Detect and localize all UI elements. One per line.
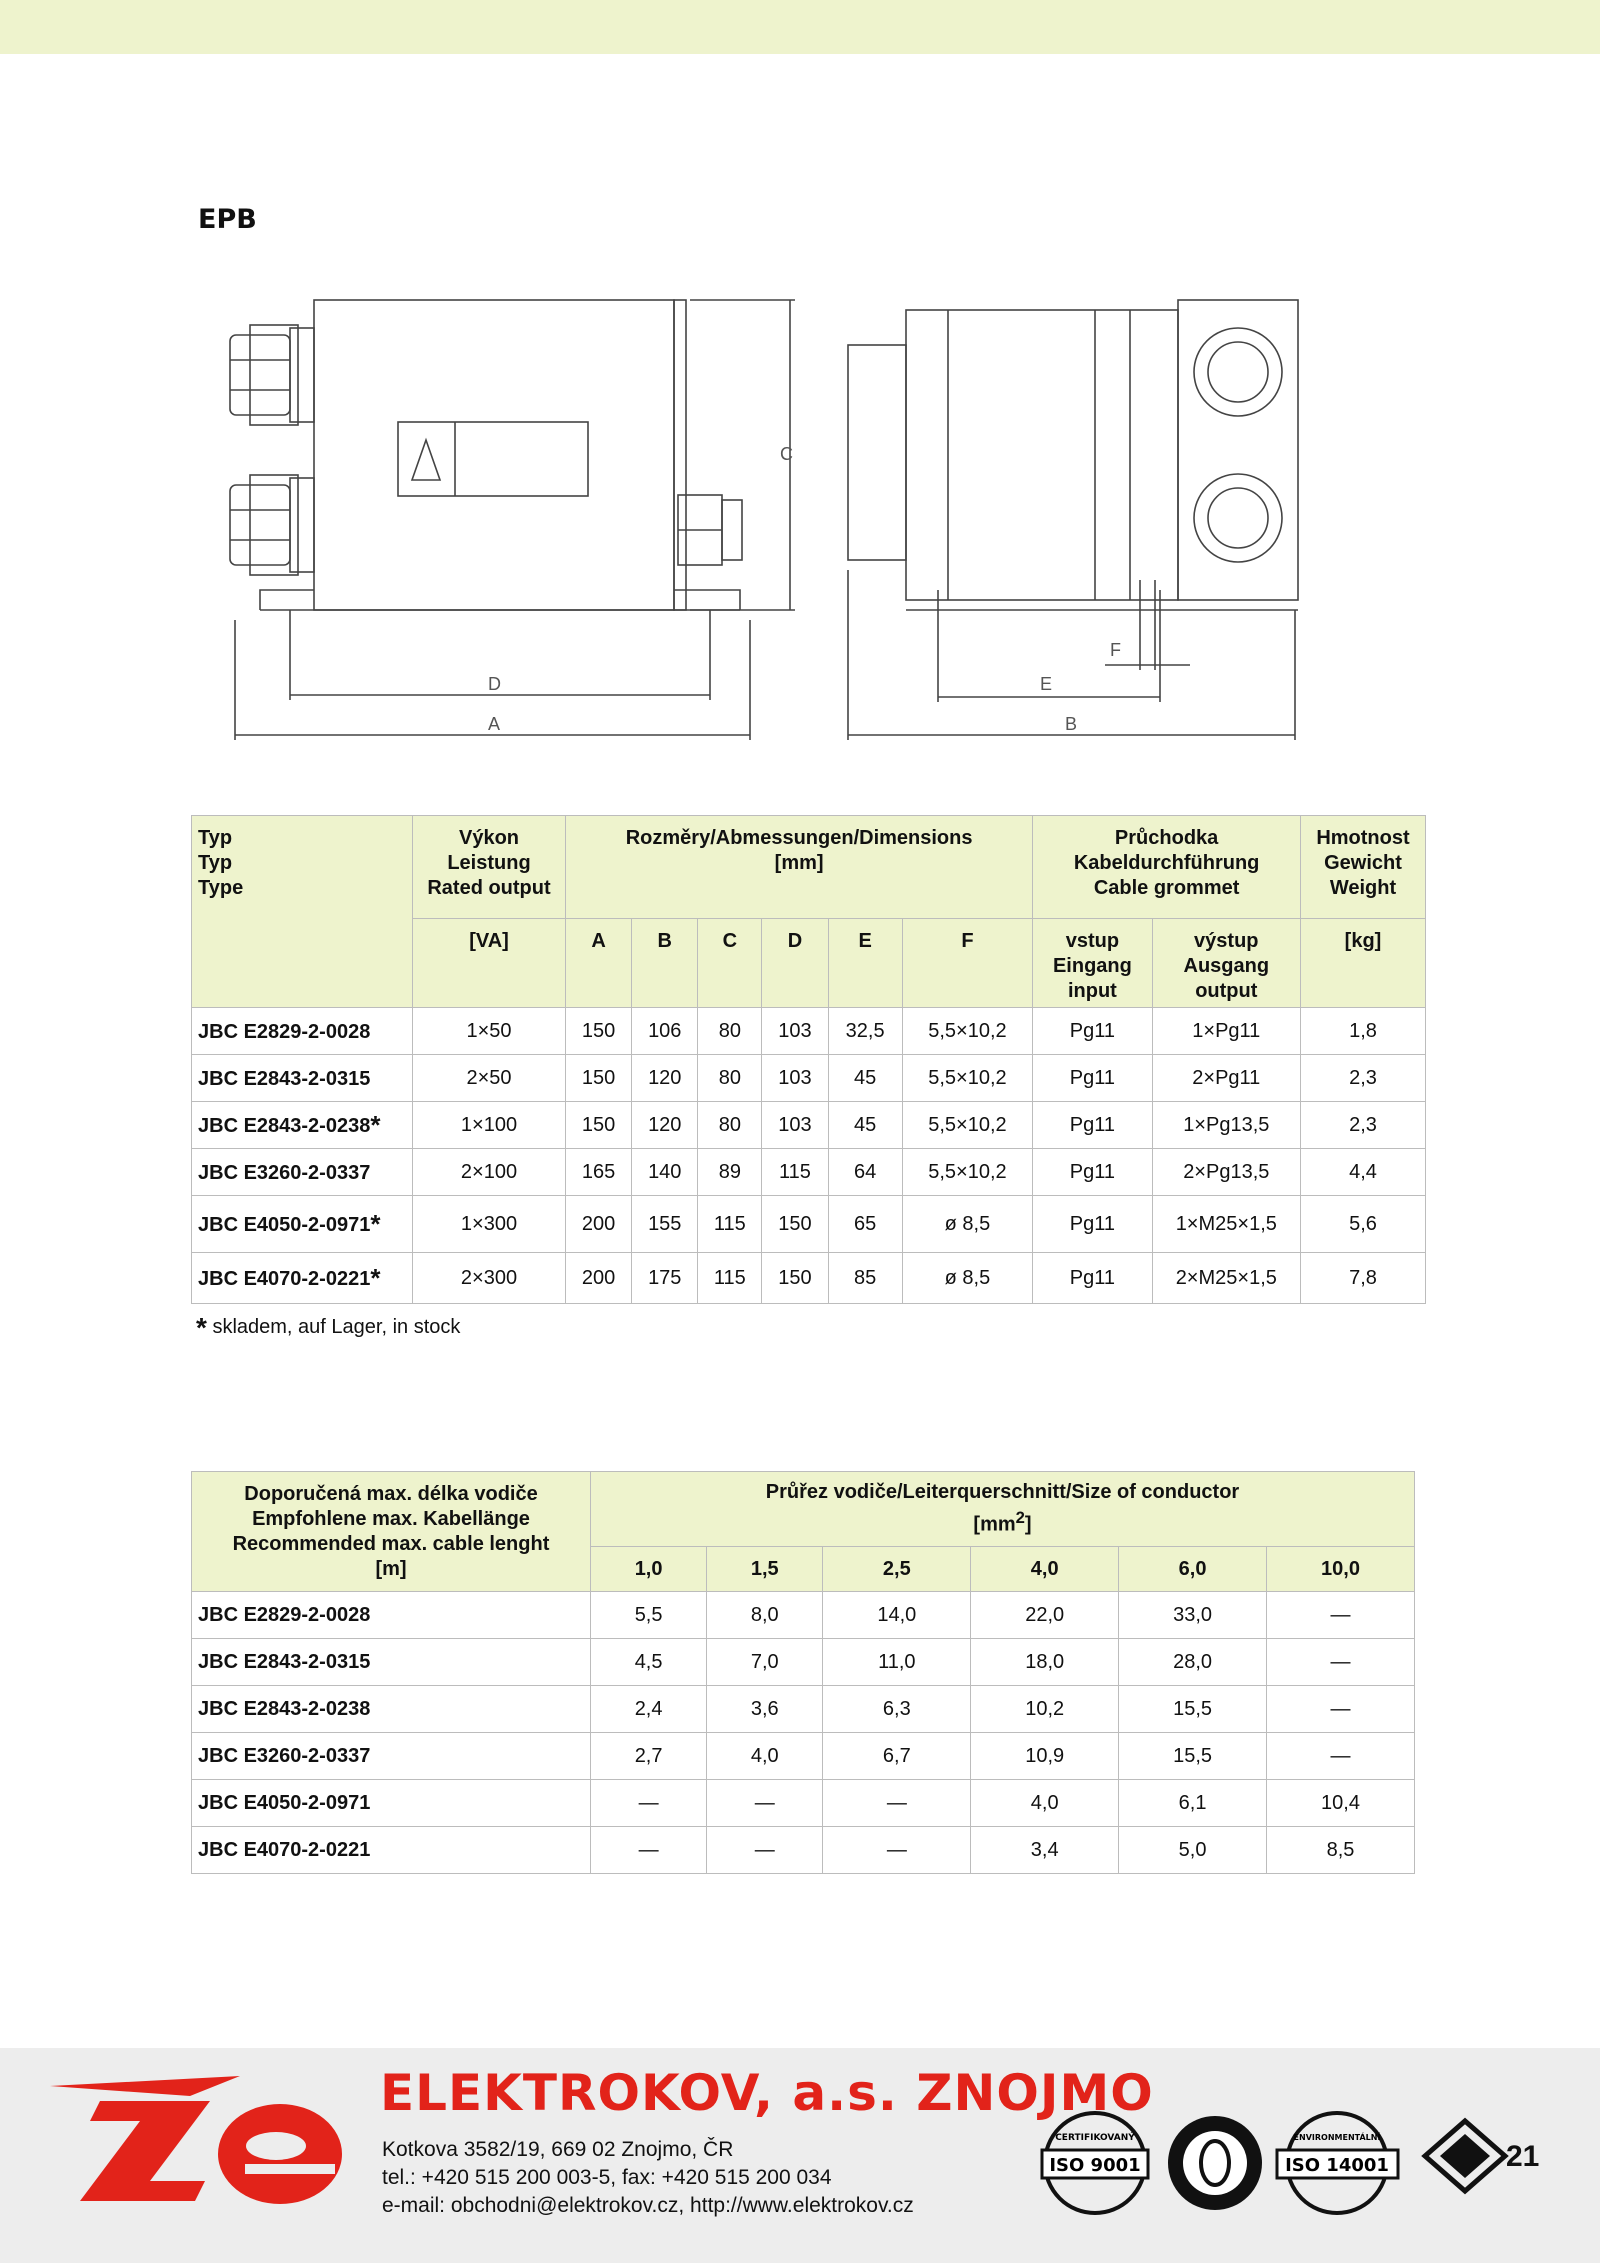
front-view-body — [314, 300, 674, 610]
header-conductor-size: Průřez vodiče/Leiterquerschnitt/Size of conductor $[mm^2]$ — [591, 1472, 1415, 1547]
header-col-c: C — [698, 919, 762, 1008]
dim-label-c: C — [780, 444, 793, 464]
header-cable-length: Doporučená max. délka vodiče Empfohlene max. Kabellänge Recommended max. cable lenght [m] — [192, 1472, 591, 1592]
dim-label-f: F — [1110, 640, 1121, 660]
svg-text:CERTIFIKOVANÝ: CERTIFIKOVANÝ — [1055, 2133, 1135, 2143]
table-row: JBC E4070-2-0221 — — — 3,4 5,0 8,5 — [192, 1827, 1415, 1874]
svg-text:ENVIRONMENTÁLNÍ: ENVIRONMENTÁLNÍ — [1293, 2133, 1381, 2142]
table-row: JBC E2829-2-0028 1×50 150 106 80 103 32,5 5,5×10,2 Pg11 1×Pg11 1,8 — [192, 1008, 1426, 1055]
header-type: Typ Typ Type — [192, 816, 413, 1008]
header-input: vstup Eingang input — [1033, 919, 1152, 1008]
header-col-a: A — [566, 919, 632, 1008]
stock-note: * skladem, auf Lager, in stock — [196, 1312, 461, 1343]
table-row: JBC E4050-2-0971 — — — 4,0 6,1 10,4 — [192, 1780, 1415, 1827]
header-grommet: Průchodka Kabeldurchführung Cable grommet — [1033, 816, 1301, 919]
table-row: JBC E3260-2-0337 2,7 4,0 6,7 10,9 15,5 — — [192, 1733, 1415, 1780]
table-row: JBC E4070-2-0221* 2×300 200 175 115 150 85 ø 8,5 Pg11 2×M25×1,5 7,8 — [192, 1253, 1426, 1304]
header-col-e: E — [828, 919, 902, 1008]
page-title: EPB — [198, 204, 257, 235]
header-output: Výkon Leistung Rated output — [413, 816, 566, 919]
header-output-grommet: výstup Ausgang output — [1152, 919, 1300, 1008]
dim-label-e: E — [1040, 674, 1053, 694]
brand-name: ELEKTROKOV, a.s. ZNOJMO — [380, 2064, 1154, 2122]
cable-length-table: Doporučená max. délka vodiče Empfohlene max. Kabellänge Recommended max. cable lenght [m] Průřez vodiče/Leiterquerschnitt/Size of conductor $[mm^2]$ 1,0 1,5 2,5 4,0 6,0 10,0 JBC E2829-2-0028 5,5 8,0 14,0 22,0 33,0 — JBC E2843-2-0315 4,5 7,0 11,0 18,0 28,0 — JBC E2843-2-0238 2,4 3,6 6,3 10,2 15,5 — JBC E3260-2-0337 2,7 4,0 6,7 10,9 15,5 — JBC E4050-2-0971 — — — 4,0 6,1 10,4 JBC E4070-2-0221 — — — 3,4 5,0 8,5 — [191, 1471, 1415, 1874]
header-weight: Hmotnost Gewicht Weight — [1301, 816, 1426, 919]
table-row: JBC E2829-2-0028 5,5 8,0 14,0 22,0 33,0 — — [192, 1592, 1415, 1639]
iso-9001-badge-icon — [1040, 2108, 1150, 2218]
dim-label-a: A — [488, 714, 501, 734]
header-kg: [kg] — [1301, 919, 1426, 1008]
svg-text:ISO 9001: ISO 9001 — [1049, 2155, 1141, 2176]
header-col-b: B — [632, 919, 698, 1008]
table-row: JBC E2843-2-0238 2,4 3,6 6,3 10,2 15,5 — — [192, 1686, 1415, 1733]
page-number: 21 — [1506, 2140, 1540, 2173]
table-row: JBC E2843-2-0315 4,5 7,0 11,0 18,0 28,0 — — [192, 1639, 1415, 1686]
side-view-body — [906, 310, 1178, 600]
ze-logo-icon — [40, 2066, 350, 2216]
header-va: [VA] — [413, 919, 566, 1008]
dim-label-b: B — [1065, 714, 1078, 734]
header-col-d: D — [762, 919, 828, 1008]
table-row: JBC E3260-2-0337 2×100 165 140 89 115 64 5,5×10,2 Pg11 2×Pg13,5 4,4 — [192, 1149, 1426, 1196]
iso-14001-badge-icon — [1275, 2108, 1400, 2218]
ec-certification-seal-icon — [1165, 2108, 1265, 2218]
table-row: JBC E2843-2-0238* 1×100 150 120 80 103 45 5,5×10,2 Pg11 1×Pg13,5 2,3 — [192, 1102, 1426, 1149]
header-col-f: F — [902, 919, 1033, 1008]
company-address: Kotkova 3582/19, 669 02 Znojmo, ČR tel.: +420 515 200 003-5, fax: +420 515 200 034 e-mail: obchodni@elektrokov.cz, http://www.elektrokov.cz — [382, 2138, 914, 2217]
table-row: JBC E4050-2-0971* 1×300 200 155 115 150 65 ø 8,5 Pg11 1×M25×1,5 5,6 — [192, 1196, 1426, 1253]
table-row: JBC E2843-2-0315 2×50 150 120 80 103 45 5,5×10,2 Pg11 2×Pg11 2,3 — [192, 1055, 1426, 1102]
technical-drawing — [220, 290, 1400, 760]
svg-text:ISO 14001: ISO 14001 — [1285, 2155, 1389, 2176]
en-ec-mark-icon — [1415, 2116, 1515, 2196]
top-band — [0, 0, 1600, 54]
dim-label-d: D — [488, 674, 501, 694]
dimensions-table — [191, 815, 1426, 1304]
header-dimensions: Rozměry/Abmessungen/Dimensions [mm] — [566, 816, 1033, 919]
